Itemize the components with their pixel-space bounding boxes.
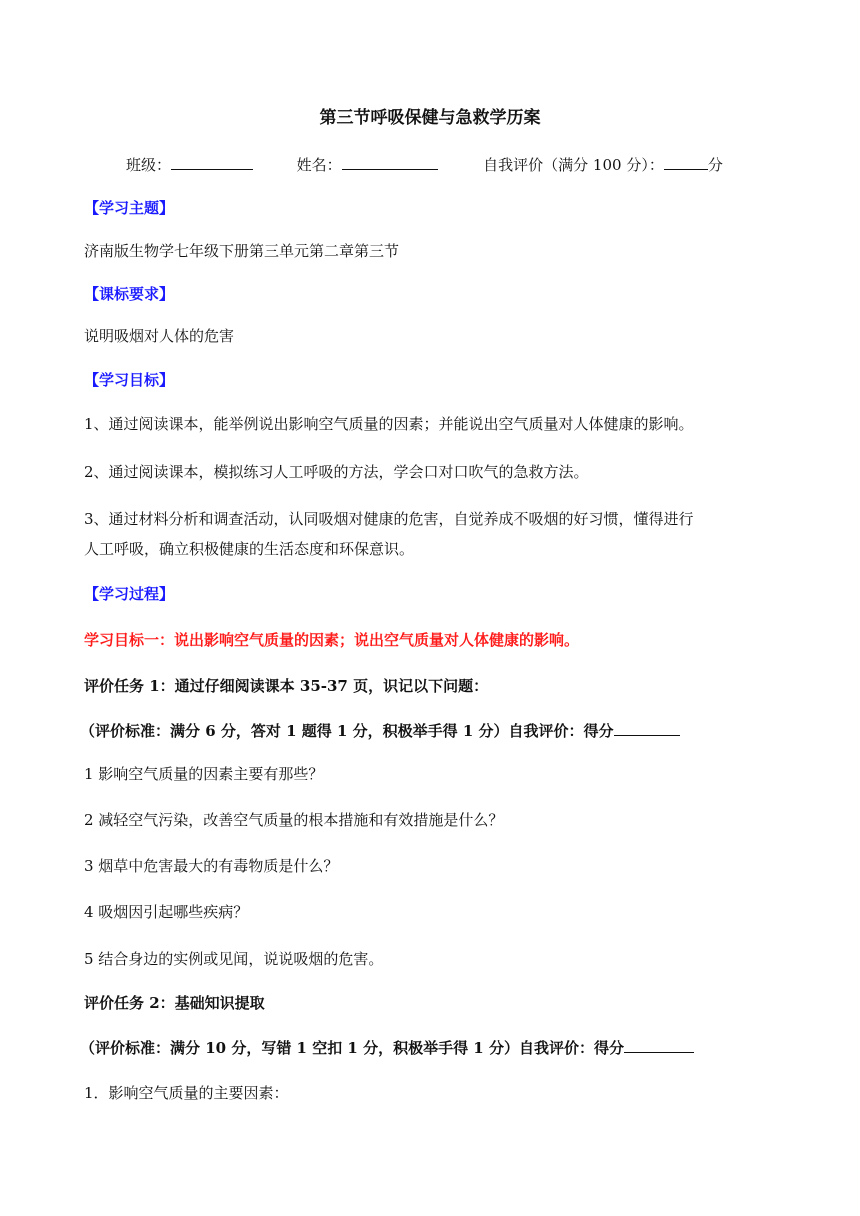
theme-text: 济南版生物学七年级下册第三单元第二章第三节 <box>84 242 400 260</box>
self-eval-label: 自我评价（满分 100 分）： <box>483 156 664 174</box>
goal-3-line-2: 人工呼吸，确立积极健康的生活态度和环保意识。 <box>84 540 415 558</box>
document-title: 第三节呼吸保健与急救学历案 <box>319 108 541 128</box>
score-unit: 分 <box>707 156 723 174</box>
class-blank[interactable] <box>171 153 253 170</box>
process-heading: 【学习过程】 <box>84 585 175 603</box>
question-2: 2 减轻空气污染，改善空气质量的根本措施和有效措施是什么？ <box>84 811 504 829</box>
class-label: 班级： <box>126 156 172 174</box>
name-blank[interactable] <box>342 153 438 170</box>
goal-1: 1、通过阅读课本，能举例说出影响空气质量的因素；并能说出空气质量对人体健康的影响。 <box>84 415 694 433</box>
standard-heading: 【课标要求】 <box>84 285 175 303</box>
task-1-criteria-text: （评价标准：满分 6 分，答对 1 题得 1 分，积极举手得 1 分）自我评价：得分 <box>80 722 614 740</box>
name-label: 姓名： <box>296 156 342 174</box>
goal-3-line-1: 3、通过材料分析和调查活动，认同吸烟对健康的危害，自觉养成不吸烟的好习惯，懂得进行 <box>84 510 694 528</box>
item-1: 1．影响空气质量的主要因素： <box>84 1084 289 1102</box>
task-2-criteria-text: （评价标准：满分 10 分，写错 1 空扣 1 分，积极举手得 1 分）自我评价：得分 <box>80 1039 624 1057</box>
question-4: 4 吸烟因引起哪些疾病？ <box>84 903 249 921</box>
standard-text: 说明吸烟对人体的危害 <box>84 327 235 345</box>
goals-heading: 【学习目标】 <box>84 371 175 389</box>
goal-2: 2、通过阅读课本，模拟练习人工呼吸的方法，学会口对口吹气的急救方法。 <box>84 463 589 481</box>
task-2-criteria <box>80 1036 694 1059</box>
question-1: 1 影响空气质量的因素主要有那些？ <box>84 765 324 783</box>
task-1-score-blank[interactable] <box>614 719 680 736</box>
theme-heading: 【学习主题】 <box>84 199 175 217</box>
student-info-row <box>126 153 723 176</box>
task-1-title: 评价任务 1：通过仔细阅读课本 35-37 页，识记以下问题： <box>84 677 489 695</box>
question-3: 3 烟草中危害最大的有毒物质是什么？ <box>84 857 339 875</box>
task-1-criteria <box>80 719 680 742</box>
self-eval-blank[interactable] <box>664 153 708 170</box>
objective-1: 学习目标一：说出影响空气质量的因素；说出空气质量对人体健康的影响。 <box>84 631 580 649</box>
question-5: 5 结合身边的实例或见闻，说说吸烟的危害。 <box>84 950 384 968</box>
task-2-title: 评价任务 2：基础知识提取 <box>84 994 265 1012</box>
task-2-score-blank[interactable] <box>624 1036 694 1053</box>
